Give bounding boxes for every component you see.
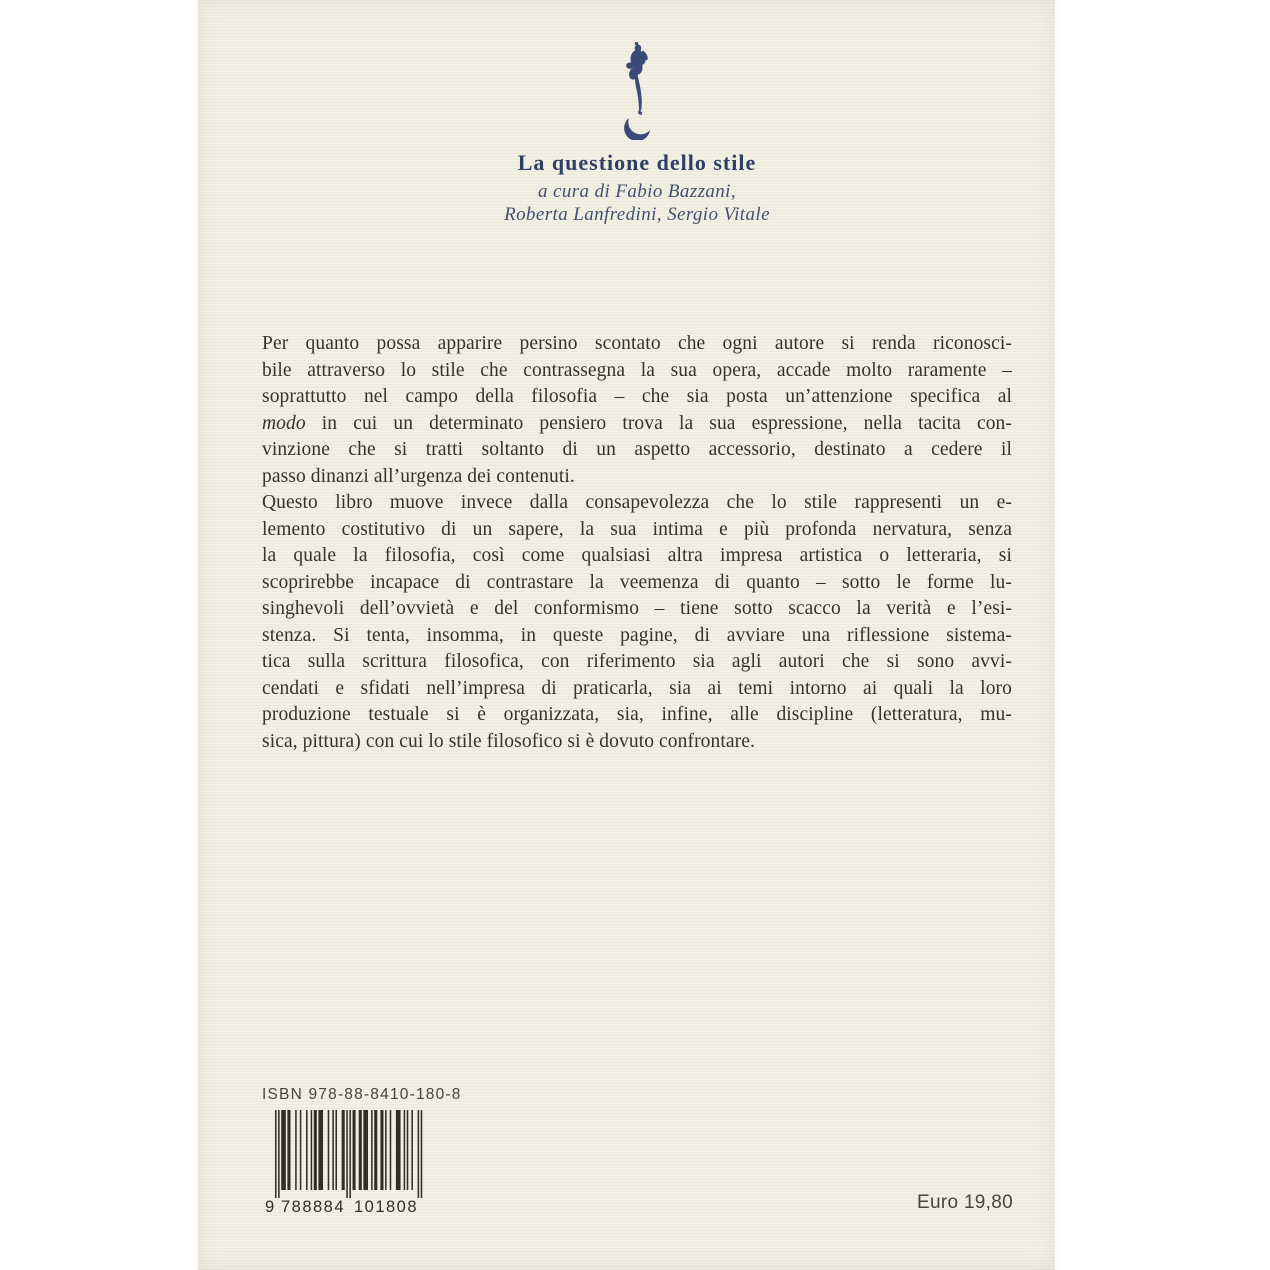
barcode-digit-group: 788884 [280,1198,346,1216]
barcode [265,1110,427,1216]
barcode-digit-group: 101808 [353,1198,419,1216]
book-title: La questione dello stile [517,150,757,175]
body-line-italic-segment: modo [262,412,306,434]
body-line-segment: passo dinanzi all’urgenza dei contenuti. [262,465,575,487]
body-line [262,729,1012,756]
body-line [262,517,1012,544]
body-line-segment: vinzione che si tratti soltanto di un aspetto accessorio, destinato a cedere il [262,439,1012,460]
body-line-segment: cendati e sfidati nell’impresa di praticarla, sia ai temi intorno ai quali la loro [262,677,1012,699]
body-line-segment: stenza. Si tenta, insomma, in queste pagine, di avviare una riflessione sistema- [262,624,1012,646]
body-line [262,358,1012,385]
body-line-segment: tica sulla scrittura filosofica, con riferimento sia agli autori che si sono avvi- [262,651,1012,672]
body-text [262,331,1012,755]
body-line-segment: produzione testuale si è organizzata, sia, infine, alle discipline (letteratura, mu- [262,704,1012,725]
body-line [262,411,1012,438]
body-line-segment: la quale la filosofia, così come qualsiasi altra impresa artistica o letteraria, si [262,545,1012,566]
price-label: Euro 19,80 [917,1192,1013,1213]
book-editors-line1: a cura di Fabio Bazzani, [537,181,736,202]
body-line-segment: sica, pittura) con cui lo stile filosofico si è dovuto confrontare. [262,730,755,752]
logo-crescent-moon [624,118,650,140]
book-editors-line2: Roberta Lanfredini, Sergio Vitale [504,203,770,225]
body-line-segment: scoprirebbe incapace di contrastare la veemenza di quanto – sotto le forme lu- [262,571,1012,593]
body-line [262,384,1012,411]
body-line [262,331,1012,358]
body-line [262,490,1012,517]
body-line [262,464,1012,491]
body-line [262,543,1012,570]
publisher-logo-icon [615,40,659,140]
body-line-segment: lemento costitutivo di un sapere, la sua intima e più profonda nervatura, senza [262,518,1012,540]
body-line-segment: in cui un determinato pensiero trova la sua espressione, nella tacita con- [305,412,1012,434]
body-line [262,649,1012,676]
logo-figure [626,42,649,115]
body-line-segment: bile attraverso lo stile che contrassegna la sua opera, accade molto raramente – [262,359,1012,381]
isbn-label: ISBN 978-88-8410-180-8 [262,1086,462,1103]
body-line [262,623,1012,650]
body-line [262,596,1012,623]
barcode-bars [275,1110,422,1198]
barcode-digit-group: 9 [265,1198,275,1216]
body-line [262,570,1012,597]
cover-header [262,0,1012,226]
body-line [262,437,1012,464]
body-line [262,676,1012,703]
body-line-segment: Questo libro muove invece dalla consapevolezza che lo stile rappresenti un e- [262,492,1012,513]
body-line [262,702,1012,729]
book-back-cover [198,0,1055,1270]
body-line-segment: soprattutto nel campo della filosofia – che sia posta un’attenzione specifica al [262,386,1012,407]
body-line-segment: singhevoli dell’ovvietà e del conformismo – tiene sotto scacco la verità e l’esi- [262,598,1012,619]
body-line-segment: Per quanto possa apparire persino scontato che ogni autore si renda riconosci- [262,333,1012,354]
